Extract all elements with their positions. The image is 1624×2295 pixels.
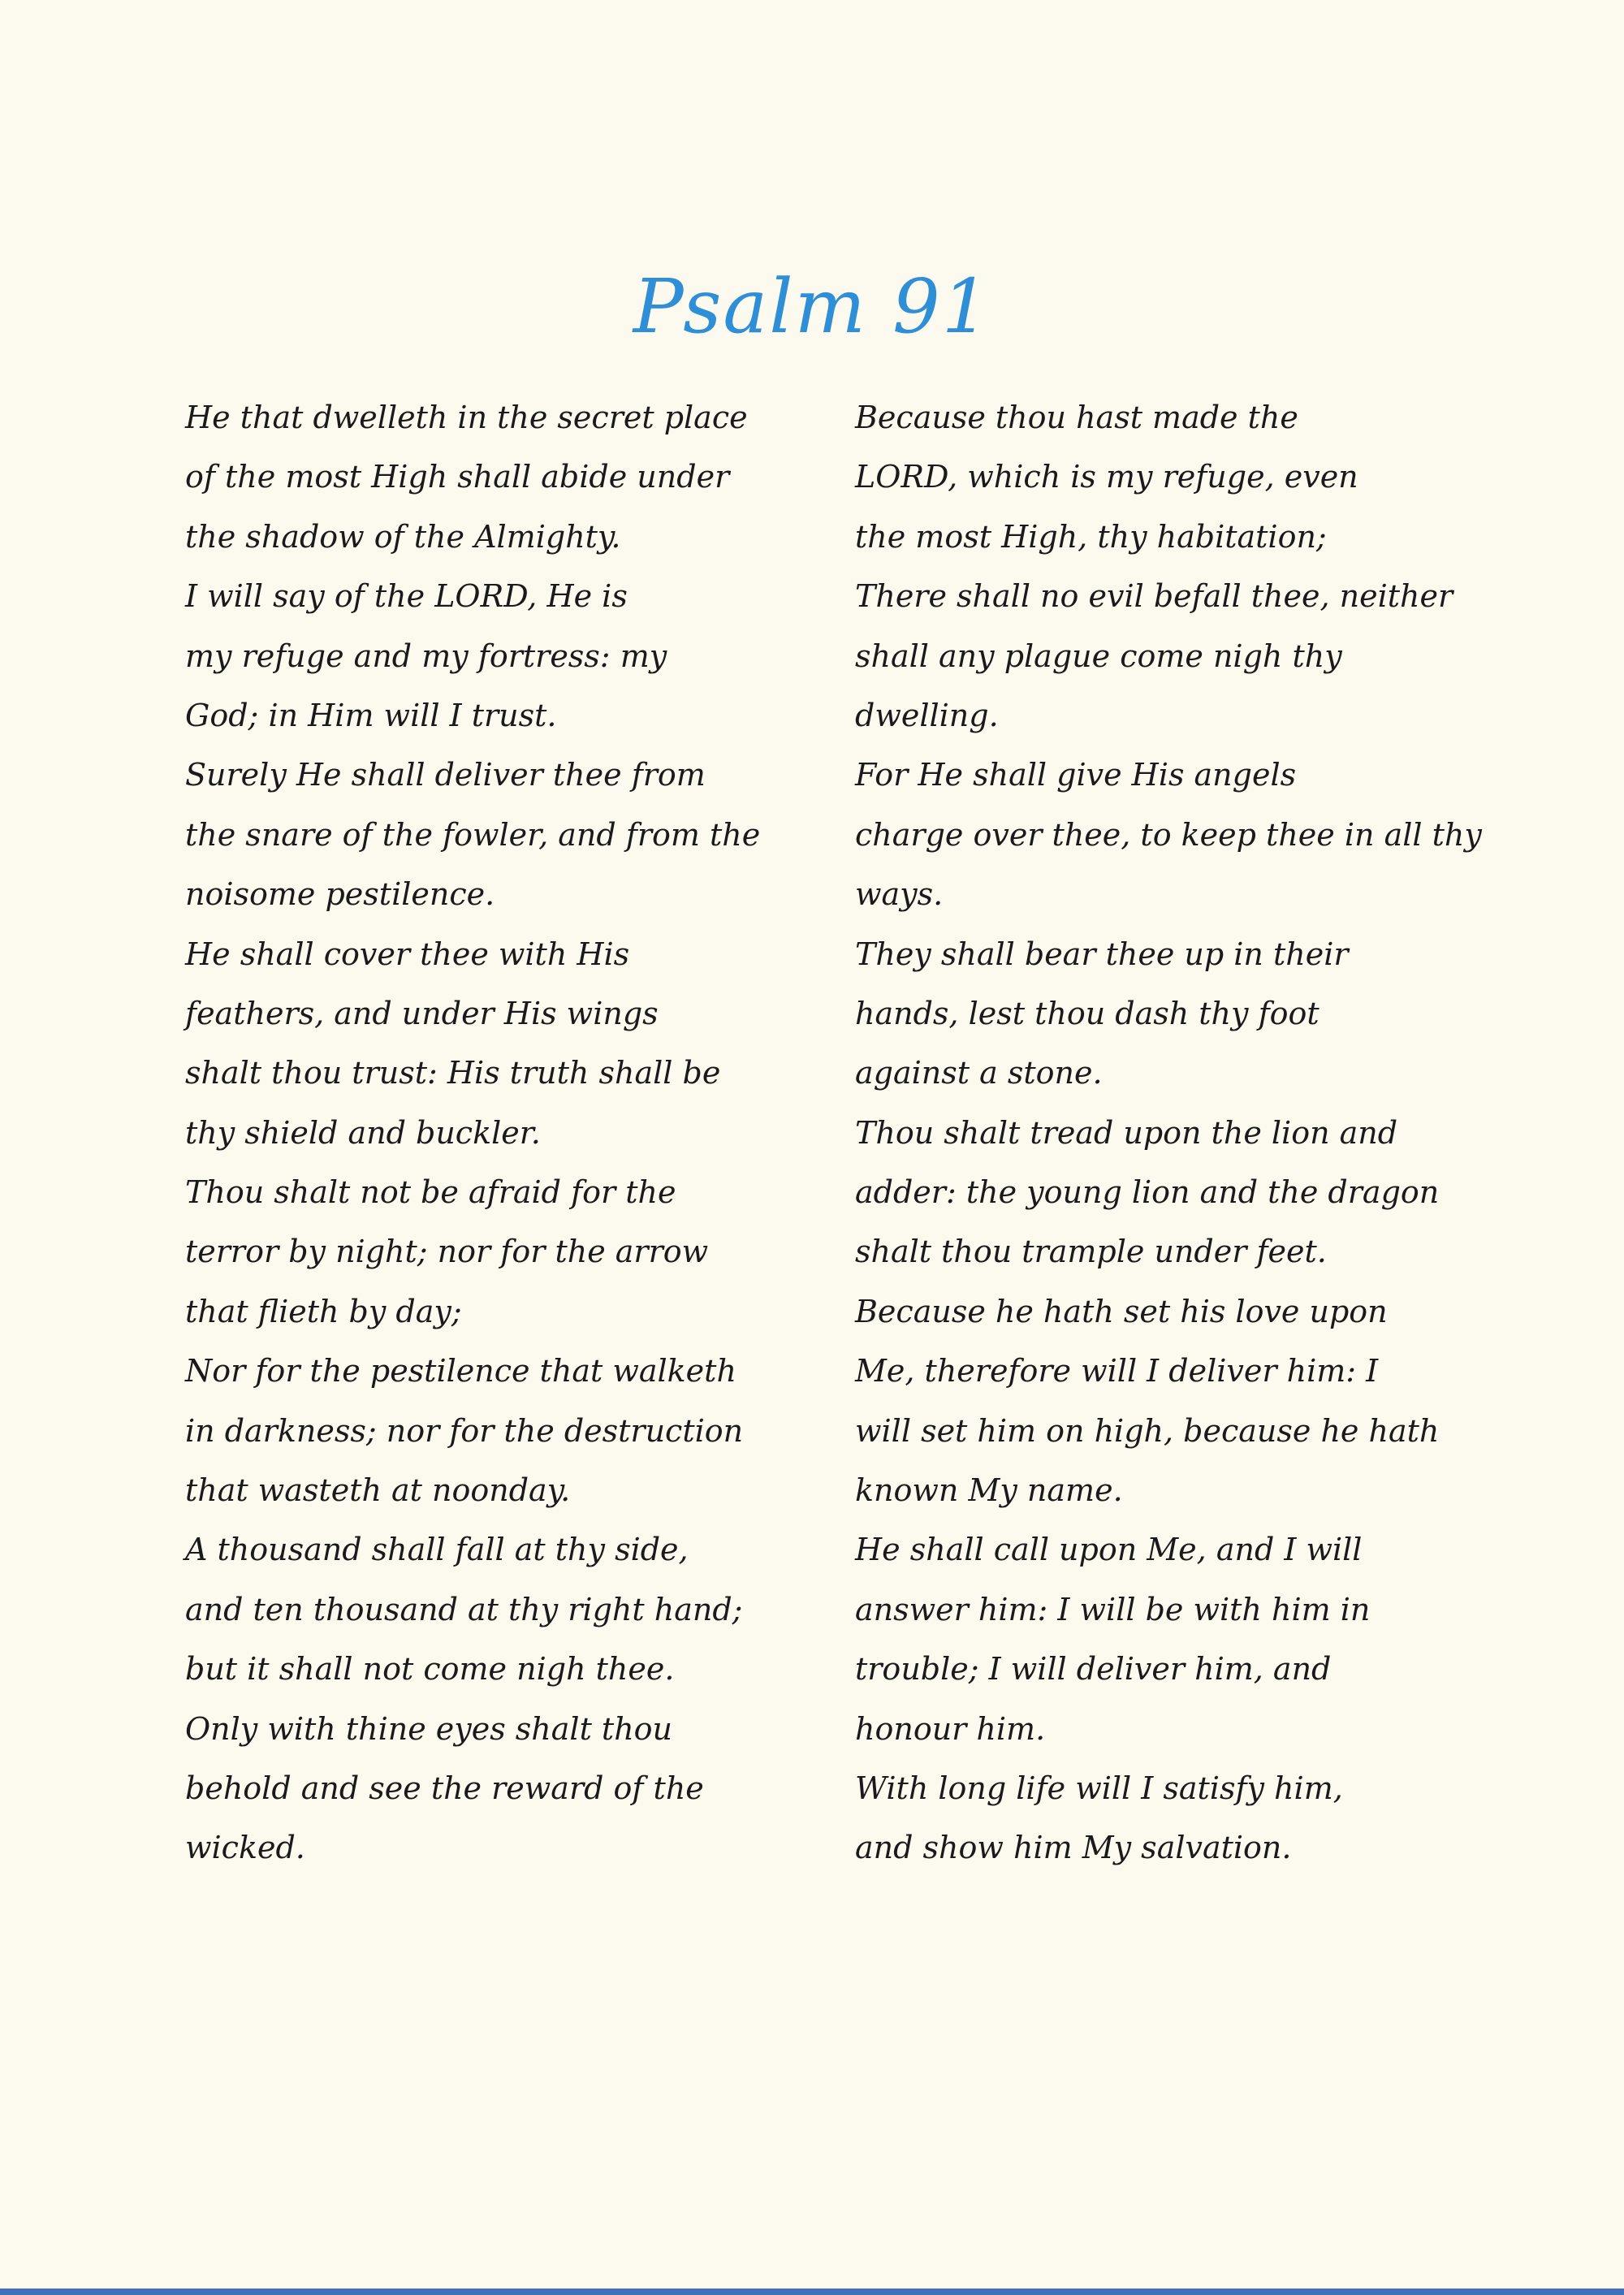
verse-line: trouble; I will deliver him, and <box>855 1651 1332 1688</box>
verse-line: the snare of the fowler, and from the <box>185 816 761 853</box>
verse-line: ways. <box>855 876 944 913</box>
verse-line: and show him My salvation. <box>855 1830 1292 1866</box>
verse-line: of the most High shall abide under <box>185 459 730 495</box>
verse-line: hands, lest thou dash thy foot <box>855 995 1320 1031</box>
verse-line: the most High, thy habitation; <box>855 518 1327 555</box>
verse-line: There shall no evil befall thee, neither <box>855 578 1453 615</box>
verse-line: Me, therefore will I deliver him: I <box>855 1353 1379 1390</box>
verse-line: God; in Him will I trust. <box>185 697 557 733</box>
verse-line: known My name. <box>855 1472 1123 1509</box>
verse-line: Surely He shall deliver thee from <box>185 757 706 793</box>
verse-line: Nor for the pestilence that walketh <box>185 1353 736 1390</box>
verse-line: Because he hath set his love upon <box>855 1293 1388 1329</box>
verse-line: I will say of the LORD, He is <box>185 578 628 615</box>
verse-line: in darkness; nor for the destruction <box>185 1412 744 1449</box>
verse-line: and ten thousand at thy right hand; <box>185 1591 743 1627</box>
verse-line: terror by night; nor for the arrow <box>185 1234 709 1270</box>
verse-line: shalt thou trample under feet. <box>855 1234 1327 1270</box>
verse-line: that flieth by day; <box>185 1293 462 1329</box>
right-column <box>855 388 1482 1878</box>
bottom-edge-rule <box>0 2289 1624 2295</box>
verse-line: A thousand shall fall at thy side, <box>185 1532 689 1568</box>
verse-line: He shall cover thee with His <box>185 936 630 972</box>
verse-line: For He shall give His angels <box>855 757 1297 793</box>
verse-line: my refuge and my fortress: my <box>185 638 667 674</box>
verse-line: Thou shalt not be afraid for the <box>185 1174 676 1211</box>
verse-line: They shall bear thee up in their <box>855 936 1349 972</box>
verse-line: the shadow of the Almighty. <box>185 518 621 555</box>
verse-line: shalt thou trust: His truth shall be <box>185 1055 721 1091</box>
left-column <box>185 388 778 1878</box>
verse-line: will set him on high, because he hath <box>855 1412 1440 1449</box>
verse-line: honour him. <box>855 1710 1046 1747</box>
verse-line: that wasteth at noonday. <box>185 1472 571 1509</box>
verse-line: feathers, and under His wings <box>185 995 659 1031</box>
verse-line: dwelling. <box>855 697 999 733</box>
verse-line: noisome pestilence. <box>185 876 495 913</box>
verse-line: thy shield and buckler. <box>185 1114 541 1151</box>
verse-line: against a stone. <box>855 1055 1103 1091</box>
verse-line: Only with thine eyes shalt thou <box>185 1710 673 1747</box>
verse-line: Because thou hast made the <box>855 400 1298 435</box>
verse-line: wicked. <box>185 1830 305 1866</box>
verse-line: Thou shalt tread upon the lion and <box>855 1114 1398 1151</box>
verse-line: With long life will I satisfy him, <box>855 1770 1343 1806</box>
verse-line: charge over thee, to keep thee in all thy <box>855 816 1482 853</box>
verse-line: but it shall not come nigh thee. <box>185 1651 675 1688</box>
page-title: Psalm 91 <box>633 263 991 350</box>
verse-line: shall any plague come nigh thy <box>855 638 1342 674</box>
verse-line: answer him: I will be with him in <box>855 1591 1371 1627</box>
verse-line: adder: the young lion and the dragon <box>855 1174 1440 1211</box>
verse-line: He shall call upon Me, and I will <box>855 1532 1363 1568</box>
verse-line: LORD, which is my refuge, even <box>855 459 1358 495</box>
verse-line: He that dwelleth in the secret place <box>185 400 748 435</box>
verse-line: behold and see the reward of the <box>185 1770 704 1806</box>
